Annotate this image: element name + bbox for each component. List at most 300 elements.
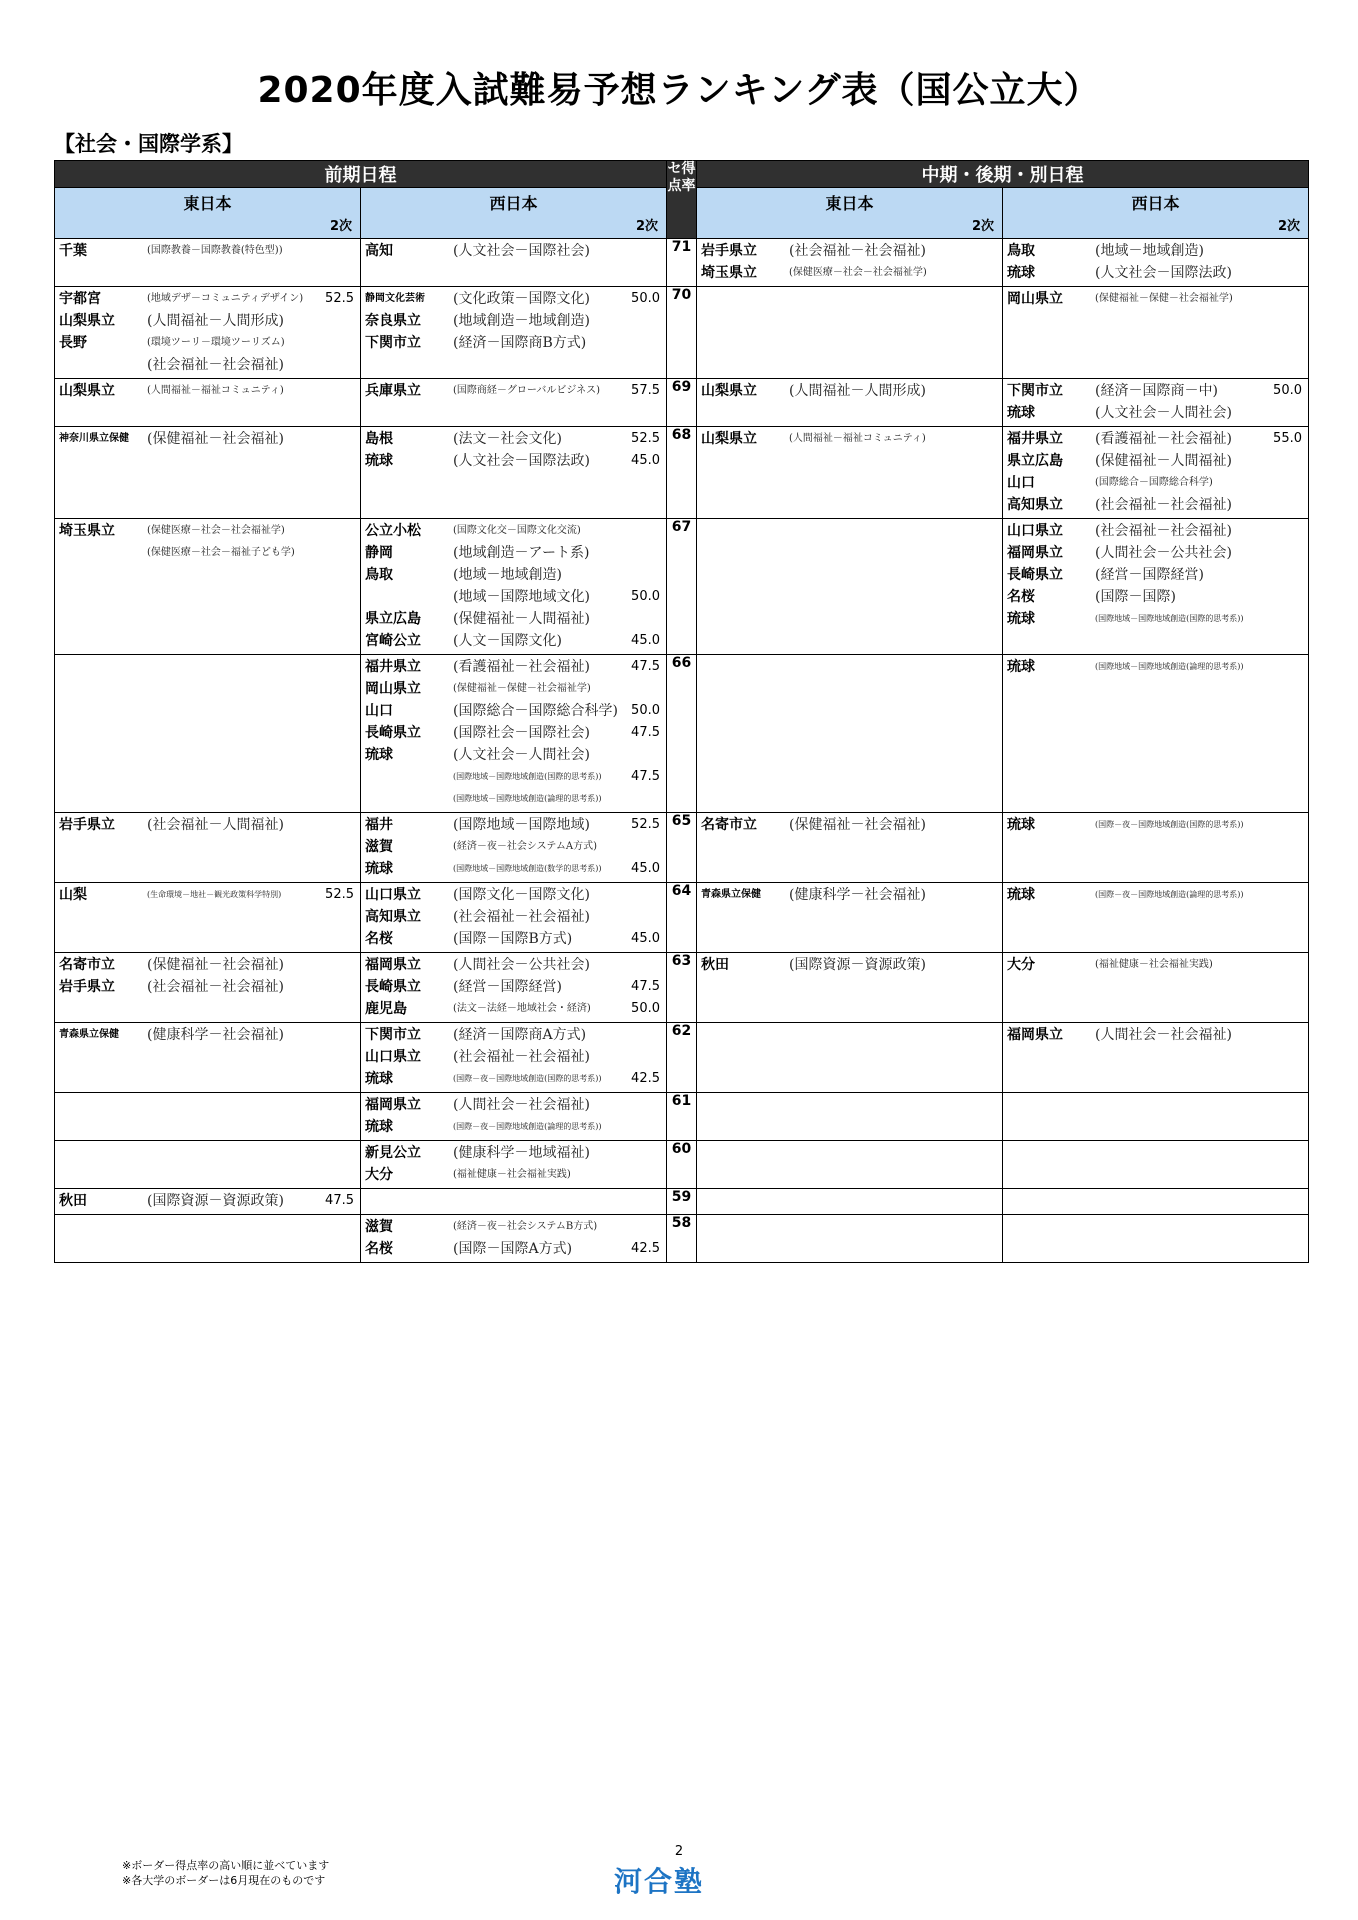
university-name: 島根 <box>365 431 393 447</box>
university-name: 宮崎公立 <box>365 633 421 649</box>
department-name: (人文社会－人間社会) <box>453 747 590 763</box>
department-name: (文化政策－国際文化) <box>453 291 590 307</box>
entry <box>1003 814 1308 836</box>
university-name: 琉球 <box>1007 887 1035 903</box>
university-name: 大分 <box>1007 957 1035 973</box>
university-name: 神奈川県立保健 <box>59 433 129 444</box>
ranking-cell <box>1003 953 1309 1023</box>
department-name: (人間福祉－福祉コミュニティ) <box>147 385 284 396</box>
university-name: 名寄市立 <box>59 957 115 973</box>
second-exam-score: 50.0 <box>631 291 660 306</box>
department-name: (経済－国際商－中) <box>1095 383 1218 399</box>
entry <box>1003 564 1308 586</box>
ce-rate-cell: 70 <box>667 287 697 379</box>
entry <box>361 586 666 608</box>
department-name: (国際地域－国際地域創造(論理的思考系)) <box>1095 662 1244 671</box>
entry <box>1003 520 1308 542</box>
entry <box>361 928 666 950</box>
kawaijuku-logo: 河合塾 <box>614 1865 705 1898</box>
department-name: (経営－国際経営) <box>453 979 562 995</box>
department-name: (健康科学－社会福祉) <box>789 887 926 903</box>
ce-rate-cell: 65 <box>667 813 697 883</box>
ranking-cell <box>697 1141 1003 1189</box>
department-name: (国際資源－資源政策) <box>147 1193 284 1209</box>
ranking-row <box>55 655 1309 813</box>
university-name: 長野 <box>59 335 87 351</box>
entry <box>1003 586 1308 608</box>
ranking-cell <box>361 519 667 655</box>
entry <box>55 1190 360 1212</box>
entry <box>361 836 666 858</box>
footer-note: ※ボーダー得点率の高い順に並べています <box>122 1859 330 1872</box>
ranking-cell <box>697 427 1003 519</box>
department-name: (人間社会－社会福祉) <box>1095 1027 1232 1043</box>
department-name: (人間福祉－福祉コミュニティ) <box>789 433 926 444</box>
second-exam-score: 50.0 <box>1273 383 1302 398</box>
ranking-cell <box>1003 1215 1309 1263</box>
ranking-cell <box>1003 1189 1309 1215</box>
ce-rate-cell: 59 <box>667 1189 697 1215</box>
university-name: 埼玉県立 <box>701 265 757 281</box>
first-west-header <box>361 188 667 239</box>
university-name: 青森県立保健 <box>59 1029 119 1040</box>
department-name: (人間福祉－人間形成) <box>147 313 284 329</box>
university-name: 滋賀 <box>365 839 393 855</box>
entry <box>697 814 1002 836</box>
entry <box>361 678 666 700</box>
entry <box>55 884 360 906</box>
university-name: 県立広島 <box>1007 453 1063 469</box>
first-east-header <box>55 188 361 239</box>
university-name: 岡山県立 <box>365 681 421 697</box>
department-name: (国際社会－国際社会) <box>453 725 590 741</box>
entry <box>55 814 360 836</box>
entry <box>361 1164 666 1186</box>
entry <box>361 428 666 450</box>
second-exam-score: 57.5 <box>631 383 660 398</box>
ranking-cell <box>1003 1093 1309 1141</box>
department-name: (国際地域－国際地域) <box>453 817 590 833</box>
entry <box>361 1046 666 1068</box>
entry <box>361 332 666 354</box>
ce-rate-cell: 71 <box>667 239 697 287</box>
department-name: (国際地域－国際地域創造(論理的思考系)) <box>453 794 602 803</box>
entry <box>1003 288 1308 310</box>
department-name: (国際教養－国際教養(特色型)) <box>147 245 283 256</box>
entry <box>697 428 1002 450</box>
ranking-row <box>55 379 1309 427</box>
university-name: 下関市立 <box>365 335 421 351</box>
entry <box>55 976 360 998</box>
university-name: 琉球 <box>1007 817 1035 833</box>
page-number: 2 <box>674 1844 684 1859</box>
second-exam-score: 55.0 <box>1273 431 1302 446</box>
university-name: 福井県立 <box>1007 431 1063 447</box>
ce-rate-cell: 68 <box>667 427 697 519</box>
university-name: 名桜 <box>1007 589 1035 605</box>
department-name: (地域創造－アート系) <box>453 545 590 561</box>
department-name: (地域デザ－コミュニティデザイン) <box>147 293 304 304</box>
department-name: (社会福祉－社会福祉) <box>147 979 284 995</box>
university-name: 琉球 <box>1007 265 1035 281</box>
ranking-cell <box>55 427 361 519</box>
university-name: 静岡 <box>365 545 393 561</box>
ranking-cell <box>697 1189 1003 1215</box>
entry <box>361 1238 666 1260</box>
second-exam-score: 47.5 <box>631 979 660 994</box>
ranking-cell <box>697 1023 1003 1093</box>
university-name: 鳥取 <box>365 567 393 583</box>
university-name: 福岡県立 <box>365 957 421 973</box>
department-name: (地域創造－地域創造) <box>453 313 590 329</box>
entry <box>361 1068 666 1090</box>
university-name: 下関市立 <box>1007 383 1063 399</box>
department-name: (人文社会－人間社会) <box>1095 405 1232 421</box>
ranking-cell <box>55 1189 361 1215</box>
ranking-cell <box>55 1093 361 1141</box>
ranking-row <box>55 239 1309 287</box>
second-exam-label: 2次 <box>329 219 352 234</box>
entry <box>361 744 666 766</box>
ranking-cell <box>55 519 361 655</box>
department-name: (福祉健康－社会福祉実践) <box>1095 959 1213 970</box>
department-name: (国際文化－国際文化) <box>453 887 590 903</box>
department-name: (保健医療－社会－社会福祉学) <box>147 525 285 536</box>
department-name: (国際－国際B方式) <box>453 931 573 947</box>
entry <box>361 700 666 722</box>
department-name: (健康科学－社会福祉) <box>147 1027 284 1043</box>
ranking-cell <box>361 379 667 427</box>
university-name: 大分 <box>365 1167 393 1183</box>
region-label: 東日本 <box>825 194 874 213</box>
ranking-cell <box>361 655 667 813</box>
ranking-row <box>55 427 1309 519</box>
ranking-cell <box>1003 427 1309 519</box>
department-name: (保健福祉－人間福祉) <box>453 611 590 627</box>
second-exam-score: 45.0 <box>631 931 660 946</box>
ranking-cell <box>1003 1141 1309 1189</box>
department-name: (国際－国際) <box>1095 589 1176 605</box>
entry <box>1003 542 1308 564</box>
ranking-cell <box>361 1215 667 1263</box>
entry <box>361 1116 666 1138</box>
ranking-cell <box>697 1093 1003 1141</box>
department-name: (社会福祉－人間福祉) <box>147 817 284 833</box>
department-name: (国際総合－国際総合科学) <box>453 703 618 719</box>
entry <box>361 722 666 744</box>
ce-rate-cell: 67 <box>667 519 697 655</box>
ranking-cell <box>1003 1023 1309 1093</box>
entry <box>361 884 666 906</box>
department-name: (社会福祉－社会福祉) <box>453 1049 590 1065</box>
entry <box>55 332 360 354</box>
entry <box>361 288 666 310</box>
university-name: 高知県立 <box>365 909 421 925</box>
department-name: (人文社会－国際社会) <box>453 243 590 259</box>
department-name: (保健福祉－社会福祉) <box>147 957 284 973</box>
ranking-cell <box>361 239 667 287</box>
ranking-cell <box>55 239 361 287</box>
university-name: 山口 <box>365 703 393 719</box>
second-exam-score: 45.0 <box>631 633 660 648</box>
region-label: 東日本 <box>183 194 232 213</box>
university-name: 山口県立 <box>1007 523 1063 539</box>
entry <box>55 542 360 564</box>
ranking-cell <box>697 287 1003 379</box>
entry <box>55 240 360 262</box>
ranking-row <box>55 1189 1309 1215</box>
ranking-cell <box>697 953 1003 1023</box>
department-name: (国際資源－資源政策) <box>789 957 926 973</box>
university-name: 山梨県立 <box>701 383 757 399</box>
department-name: (保健福祉－社会福祉) <box>147 431 284 447</box>
department-name: (生命環境－地社－観光政策科学特別) <box>147 890 282 899</box>
second-exam-score: 45.0 <box>631 861 660 876</box>
ranking-cell <box>361 427 667 519</box>
university-name: 鹿児島 <box>365 1001 407 1017</box>
ranking-cell <box>1003 813 1309 883</box>
department-name: (人文－国際文化) <box>453 633 562 649</box>
second-exam-score: 42.5 <box>631 1241 660 1256</box>
second-exam-score: 50.0 <box>631 1001 660 1016</box>
department-name: (地域－国際地域文化) <box>453 589 590 605</box>
entry <box>1003 428 1308 450</box>
department-name: (保健福祉－社会福祉) <box>789 817 926 833</box>
ranking-row <box>55 1215 1309 1263</box>
department-name: (保健福祉－保健－社会福祉学) <box>1095 293 1233 304</box>
department-name: (人間社会－公共社会) <box>1095 545 1232 561</box>
university-name: 岩手県立 <box>701 243 757 259</box>
department-name: (経済－夜－社会システムB方式) <box>453 1221 598 1232</box>
ranking-row <box>55 1023 1309 1093</box>
department-name: (法文－法経－地域社会・経済) <box>453 1003 591 1014</box>
entry <box>55 428 360 450</box>
university-name: 山口 <box>1007 475 1035 491</box>
university-name: 長崎県立 <box>365 979 421 995</box>
ranking-cell <box>1003 287 1309 379</box>
department-name: (法文－社会文化) <box>453 431 562 447</box>
university-name: 高知 <box>365 243 393 259</box>
region-label: 西日本 <box>489 194 538 213</box>
entry <box>361 542 666 564</box>
second-exam-score: 50.0 <box>631 589 660 604</box>
entry <box>697 884 1002 906</box>
ce-rate-cell: 60 <box>667 1141 697 1189</box>
ranking-row <box>55 953 1309 1023</box>
university-name: 琉球 <box>365 1119 393 1135</box>
entry <box>1003 954 1308 976</box>
ranking-cell <box>361 1189 667 1215</box>
university-name: 福井県立 <box>365 659 421 675</box>
department-name: (国際総合－国際総合科学) <box>1095 477 1213 488</box>
entry <box>55 354 360 376</box>
ce-rate-cell: 63 <box>667 953 697 1023</box>
department-name: (保健福祉－保健－社会福祉学) <box>453 683 591 694</box>
ranking-cell <box>361 287 667 379</box>
university-name: 名桜 <box>365 931 393 947</box>
department-name: (環境ツーリ－環境ツーリズム) <box>147 337 285 348</box>
second-exam-score: 47.5 <box>631 659 660 674</box>
ce-rate-cell: 58 <box>667 1215 697 1263</box>
university-name: 高知県立 <box>1007 497 1063 513</box>
ce-rate-header: セ得点率 <box>667 161 697 239</box>
department-name: (国際地域－国際地域創造(国際的思考系)) <box>453 772 602 781</box>
ranking-cell <box>1003 239 1309 287</box>
university-name: 岩手県立 <box>59 817 115 833</box>
entry <box>361 564 666 586</box>
footer-notes <box>122 1858 329 1888</box>
entry <box>1003 472 1308 494</box>
second-exam-score: 50.0 <box>631 703 660 718</box>
university-name: 山口県立 <box>365 887 421 903</box>
department-name: (国際－夜－国際地域創造(国際的思考系)) <box>453 1074 602 1083</box>
university-name: 琉球 <box>365 747 393 763</box>
ranking-table <box>54 160 1309 1263</box>
ranking-cell <box>55 379 361 427</box>
entry <box>361 858 666 880</box>
entry <box>697 262 1002 284</box>
department-name: (健康科学－地域福祉) <box>453 1145 590 1161</box>
section-heading: 【社会・国際学系】 <box>54 132 243 156</box>
entry <box>1003 240 1308 262</box>
second-exam-score: 52.5 <box>631 817 660 832</box>
department-name: (国際－国際A方式) <box>453 1241 573 1257</box>
department-name: (看護福祉－社会福祉) <box>453 659 590 675</box>
entry <box>361 450 666 472</box>
entry <box>361 310 666 332</box>
ranking-cell <box>1003 379 1309 427</box>
university-name: 名寄市立 <box>701 817 757 833</box>
entry <box>1003 262 1308 284</box>
department-name: (社会福祉－社会福祉) <box>1095 523 1232 539</box>
university-name: 公立小松 <box>365 523 421 539</box>
second-exam-score: 42.5 <box>631 1071 660 1086</box>
ranking-row <box>55 813 1309 883</box>
university-name: 滋賀 <box>365 1219 393 1235</box>
department-name: (国際－夜－国際地域創造(論理的思考系)) <box>1095 890 1244 899</box>
department-name: (人文社会－国際法政) <box>1095 265 1232 281</box>
ce-rate-cell: 69 <box>667 379 697 427</box>
entry <box>1003 494 1308 516</box>
entry <box>361 608 666 630</box>
page-title: 2020年度入試難易予想ランキング表（国公立大） <box>257 70 1101 111</box>
entry <box>361 380 666 402</box>
university-name: 静岡文化芸術 <box>365 293 425 304</box>
entry <box>361 1216 666 1238</box>
university-name: 下関市立 <box>365 1027 421 1043</box>
entry <box>1003 608 1308 630</box>
department-name: (地域－地域創造) <box>453 567 562 583</box>
department-name: (経営－国際経営) <box>1095 567 1204 583</box>
department-name: (人間社会－公共社会) <box>453 957 590 973</box>
university-name: 福岡県立 <box>1007 545 1063 561</box>
university-name: 県立広島 <box>365 611 421 627</box>
ranking-cell <box>1003 655 1309 813</box>
entry <box>361 240 666 262</box>
department-name: (人間福祉－人間形成) <box>789 383 926 399</box>
entry <box>361 1024 666 1046</box>
ranking-cell <box>361 1141 667 1189</box>
ranking-cell <box>697 655 1003 813</box>
department-name: (社会福祉－社会福祉) <box>789 243 926 259</box>
later-period-header: 中期・後期・別日程 <box>697 161 1309 188</box>
later-west-header <box>1003 188 1309 239</box>
later-east-header <box>697 188 1003 239</box>
department-name: (社会福祉－社会福祉) <box>147 357 284 373</box>
ranking-row <box>55 1093 1309 1141</box>
ranking-row <box>55 287 1309 379</box>
university-name: 琉球 <box>1007 611 1035 627</box>
university-name: 山梨県立 <box>701 431 757 447</box>
university-name: 山梨県立 <box>59 313 115 329</box>
university-name: 琉球 <box>365 453 393 469</box>
entry <box>55 380 360 402</box>
entry <box>361 906 666 928</box>
department-name: (国際－夜－国際地域創造(論理的思考系)) <box>453 1122 602 1131</box>
university-name: 福井 <box>365 817 393 833</box>
ranking-cell <box>361 1093 667 1141</box>
university-name: 長崎県立 <box>365 725 421 741</box>
footer-note: ※各大学のボーダーは6月現在のものです <box>122 1874 326 1887</box>
ranking-cell <box>361 813 667 883</box>
ranking-row <box>55 883 1309 953</box>
ranking-cell <box>361 953 667 1023</box>
second-exam-score: 52.5 <box>325 291 354 306</box>
university-name: 琉球 <box>365 861 393 877</box>
university-name: 山梨 <box>59 887 87 903</box>
department-name: (国際地域－国際地域創造(国際的思考系)) <box>1095 614 1244 623</box>
ranking-cell <box>1003 519 1309 655</box>
entry <box>361 766 666 788</box>
second-exam-label: 2次 <box>971 219 994 234</box>
entry <box>55 520 360 542</box>
ranking-cell <box>1003 883 1309 953</box>
entry <box>361 1142 666 1164</box>
entry <box>361 520 666 542</box>
entry <box>55 288 360 310</box>
entry <box>361 630 666 652</box>
department-name: (社会福祉－社会福祉) <box>1095 497 1232 513</box>
department-name: (人間社会－社会福祉) <box>453 1097 590 1113</box>
ranking-cell <box>361 1023 667 1093</box>
university-name: 鳥取 <box>1007 243 1035 259</box>
entry <box>361 954 666 976</box>
university-name: 琉球 <box>365 1071 393 1087</box>
department-name: (地域－地域創造) <box>1095 243 1204 259</box>
university-name: 宇都宮 <box>59 291 101 307</box>
university-name: 琉球 <box>1007 659 1035 675</box>
second-exam-score: 52.5 <box>631 431 660 446</box>
department-name: (社会福祉－社会福祉) <box>453 909 590 925</box>
university-name: 名桜 <box>365 1241 393 1257</box>
second-exam-label: 2次 <box>635 219 658 234</box>
ranking-cell <box>697 379 1003 427</box>
entry <box>1003 380 1308 402</box>
university-name: 福岡県立 <box>365 1097 421 1113</box>
university-name: 奈良県立 <box>365 313 421 329</box>
entry <box>1003 450 1308 472</box>
entry <box>1003 402 1308 424</box>
entry <box>361 788 666 810</box>
ranking-cell <box>55 883 361 953</box>
department-name: (国際地域－国際地域創造(数学的思考系)) <box>453 864 602 873</box>
second-exam-score: 47.5 <box>631 725 660 740</box>
first-period-header: 前期日程 <box>55 161 667 188</box>
ranking-cell <box>697 813 1003 883</box>
university-name: 千葉 <box>59 243 87 259</box>
ranking-cell <box>55 1141 361 1189</box>
department-name: (国際文化交－国際文化交流) <box>453 525 581 536</box>
